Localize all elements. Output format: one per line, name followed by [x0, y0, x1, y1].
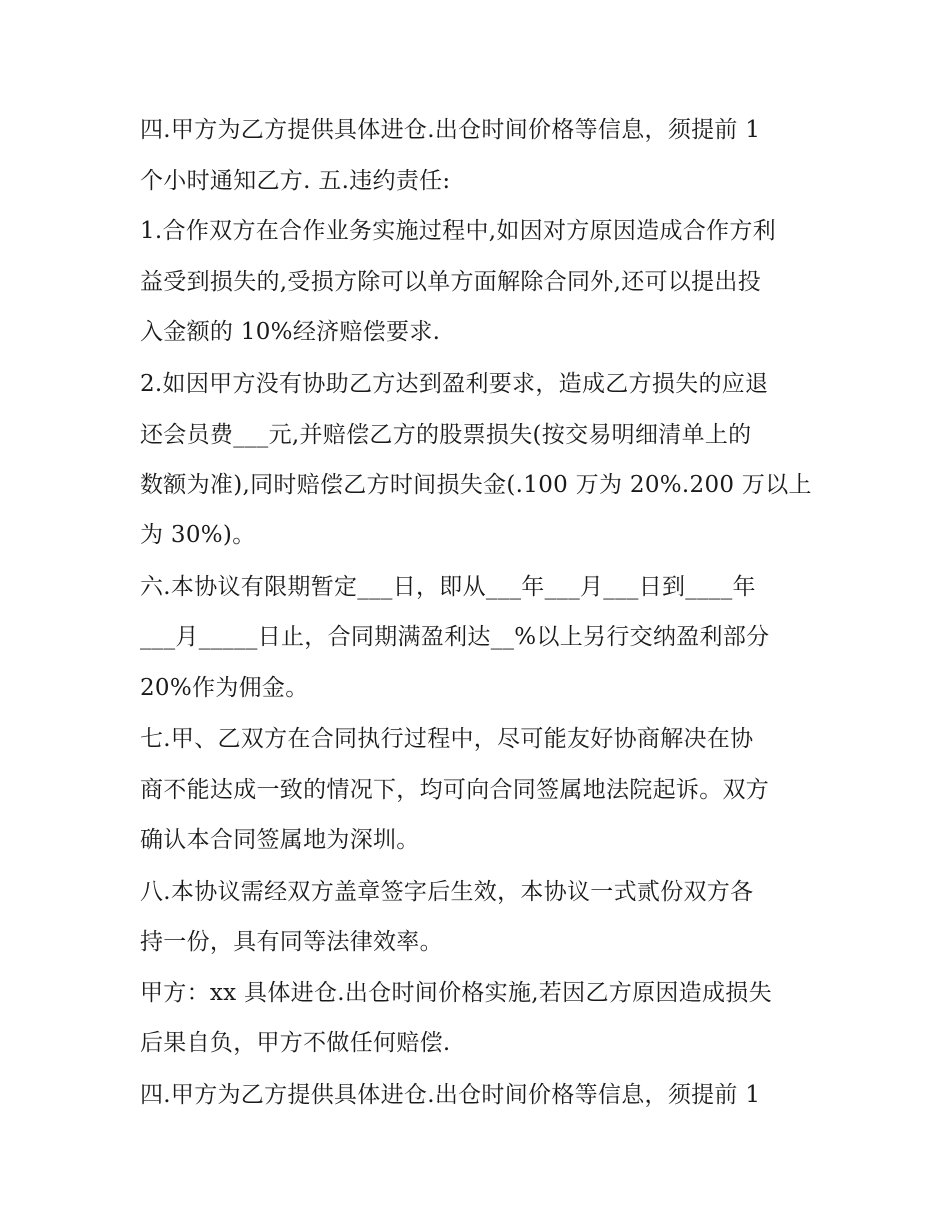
text-line: 为 30%)。: [140, 522, 256, 548]
text-line: 后果自负，甲方不做任何赔偿.: [140, 1030, 451, 1056]
text-line: 持一份，具有同等法律效率。: [140, 929, 443, 955]
text-line: 四.甲方为乙方提供具体进仓.出仓时间价格等信息，须提前 1: [140, 117, 761, 143]
text-line: ___月_____日止，合同期满盈利达__%以上另行交纳盈利部分: [140, 624, 770, 650]
text-line: 甲方：xx 具体进仓.出仓时间价格实施,若因乙方原因造成损失: [140, 980, 772, 1006]
text-line: 四.甲方为乙方提供具体进仓.出仓时间价格等信息，须提前 1: [140, 1082, 761, 1108]
text-line: 数额为准),同时赔偿乙方时间损失金(.100 万为 20%.200 万以上: [140, 472, 812, 498]
text-line: 还会员费___元,并赔偿乙方的股票损失(按交易明细清单上的: [140, 422, 752, 448]
text-line: 2.如因甲方没有协助乙方达到盈利要求，造成乙方损失的应退: [140, 371, 769, 397]
text-line: 入金额的 10%经济赔偿要求.: [140, 319, 441, 345]
text-line: 八.本协议需经双方盖章签字后生效，本协议一式贰份双方各: [140, 879, 754, 905]
text-line: 七.甲、乙双方在合同执行过程中，尽可能友好协商解决在协: [140, 726, 754, 752]
text-line: 20%作为佣金。: [140, 675, 309, 701]
text-line: 1.合作双方在合作业务实施过程中,如因对方原因造成合作方利: [140, 218, 776, 244]
text-line: 个小时通知乙方. 五.违约责任:: [140, 168, 451, 194]
text-line: 商不能达成一致的情况下，均可向合同签属地法院起诉。双方: [140, 777, 770, 803]
text-line: 确认本合同签属地为深圳。: [140, 827, 420, 853]
text-line: 益受到损失的,受损方除可以单方面解除合同外,还可以提出投: [140, 269, 762, 295]
text-line: 六.本协议有限期暂定___日，即从___年___月___日到____年: [140, 574, 756, 600]
